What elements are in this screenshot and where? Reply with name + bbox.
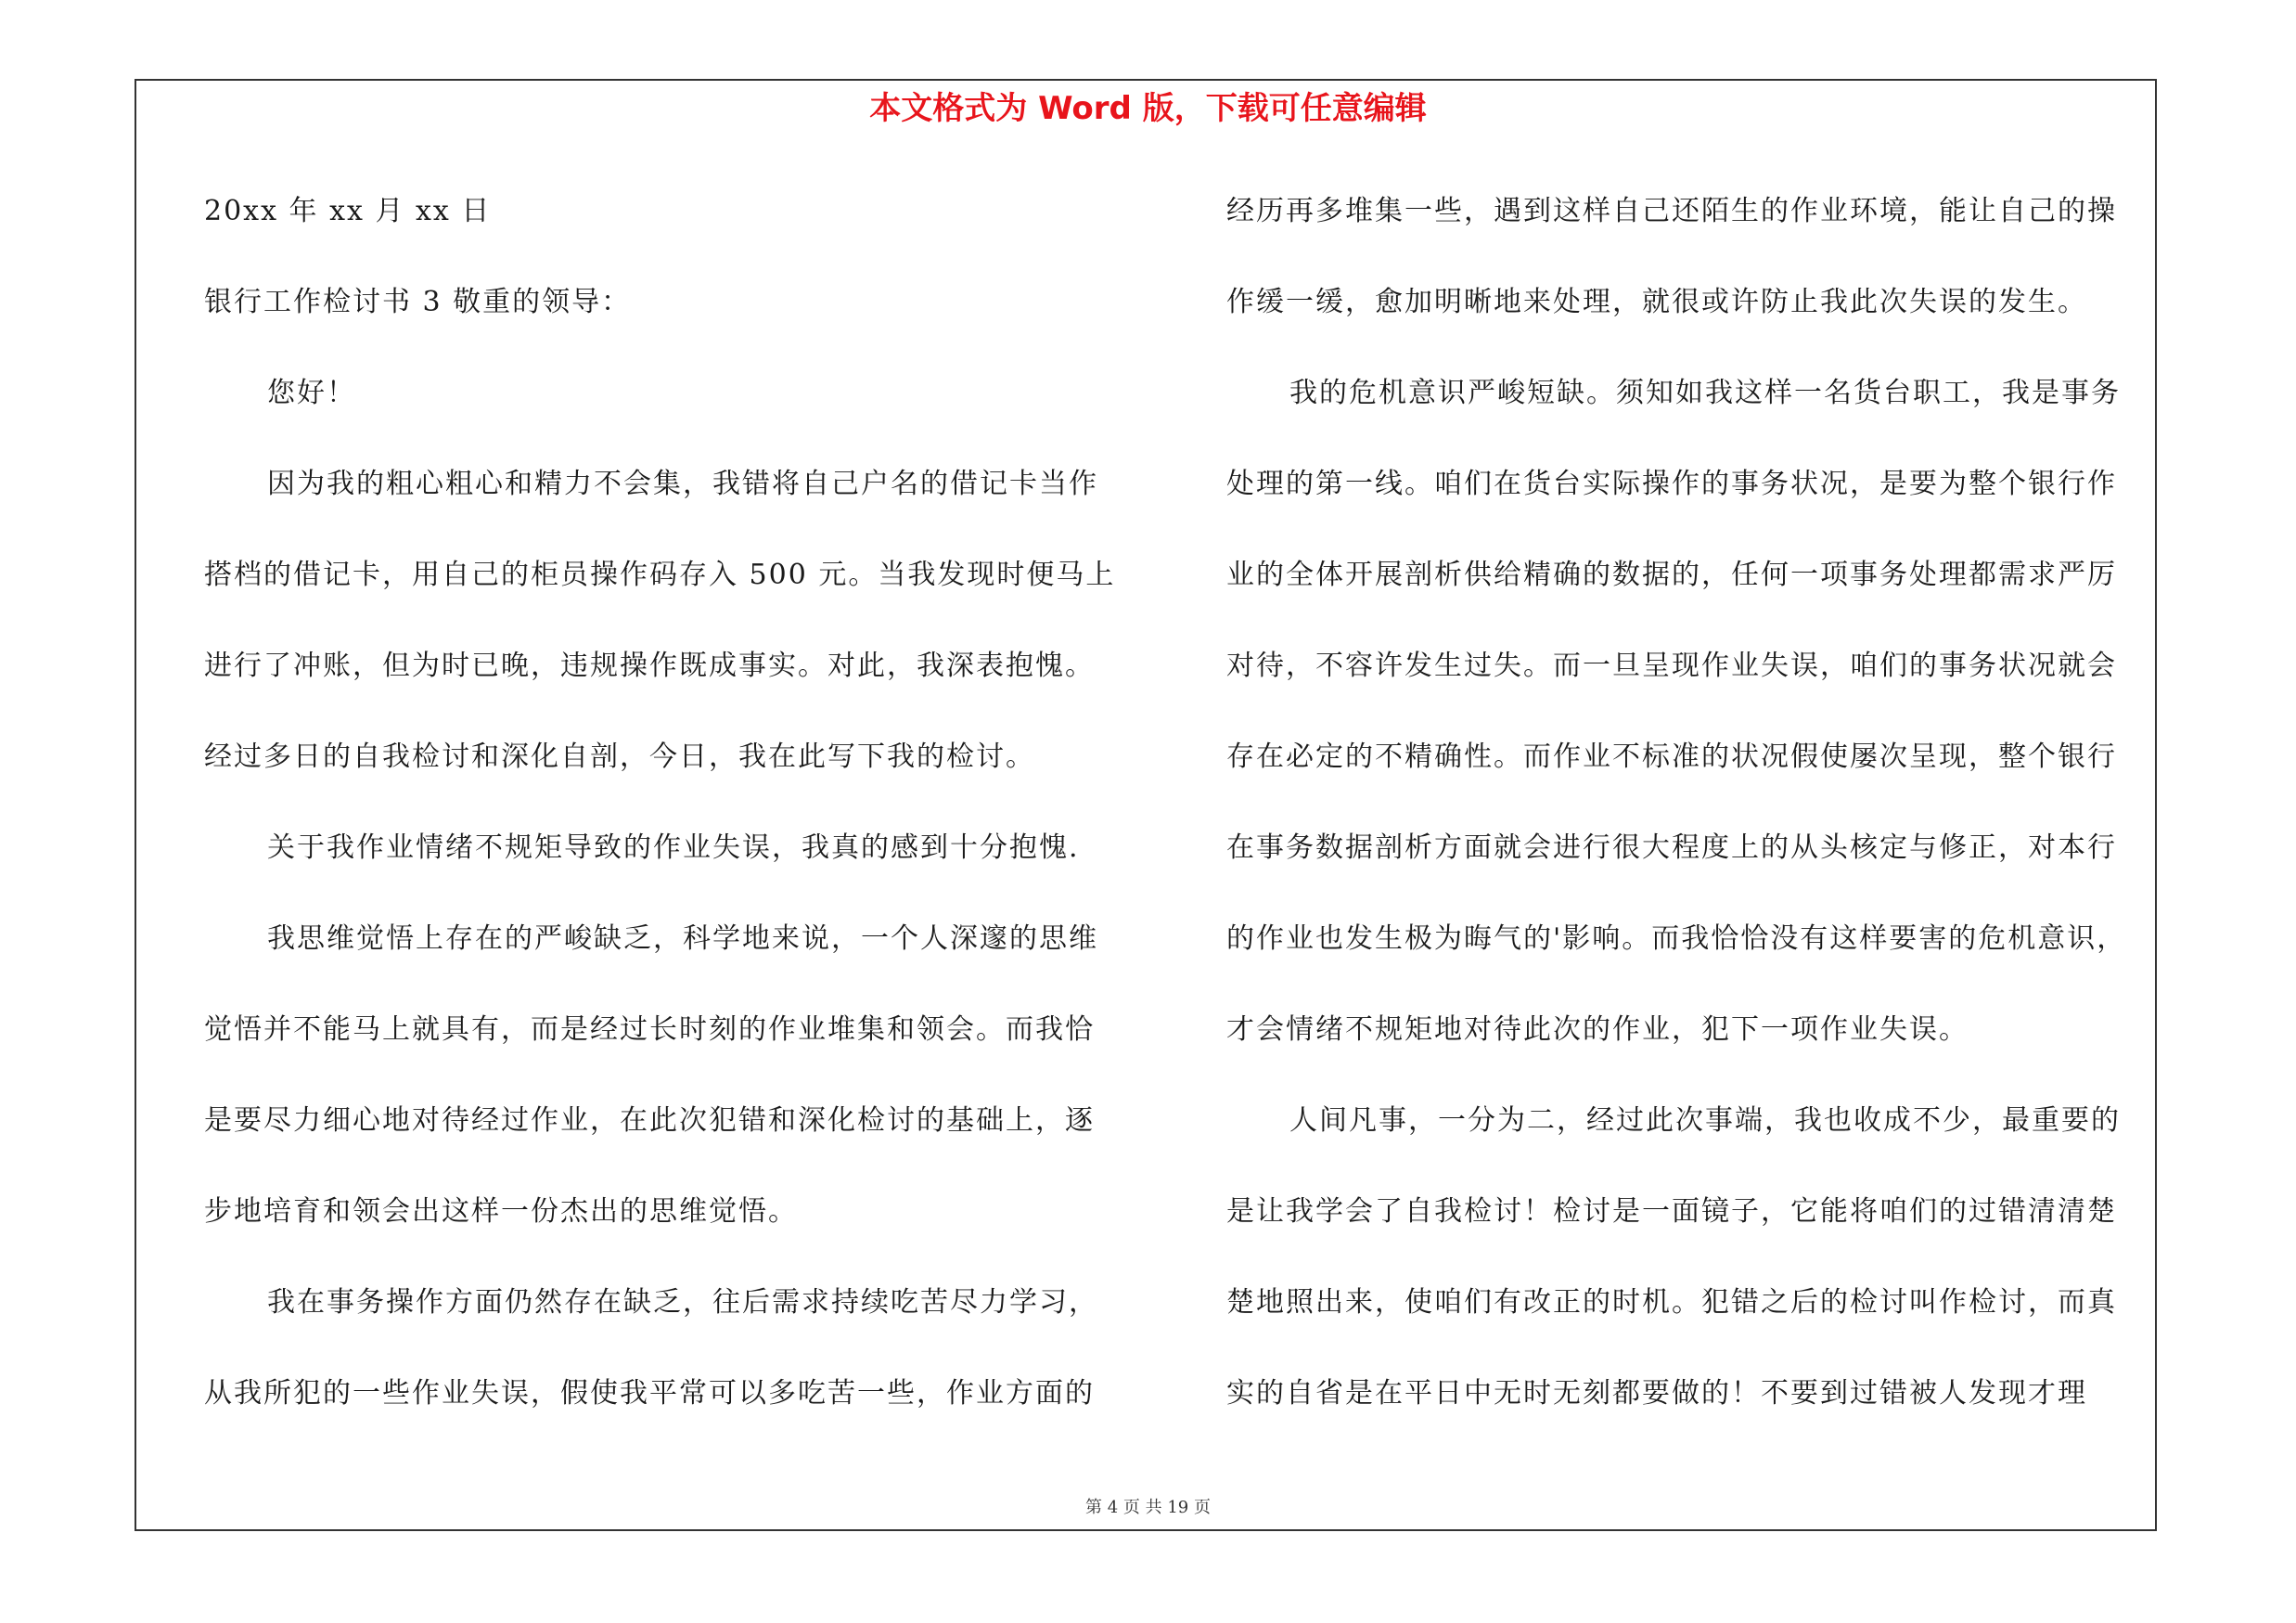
text-line: 我思维觉悟上存在的严峻缺乏，科学地来说，一个人深邃的思维 xyxy=(267,922,1098,955)
right-text-column xyxy=(1226,184,2173,1457)
text-line: 经历再多堆集一些，遇到这样自己还陌生的作业环境，能让自己的操 xyxy=(1226,195,2117,227)
text-line: 20xx 年 xx 月 xx 日 xyxy=(204,195,492,227)
text-line: 业的全体开展剖析供给精确的数据的，任何一项事务处理都需求严厉 xyxy=(1226,559,2117,591)
text-line: 我的危机意识严峻短缺。须知如我这样一名货台职工，我是事务 xyxy=(1289,377,2121,409)
text-line: 进行了冲账，但为时已晚，违规操作既成事实。对此，我深表抱愧。 xyxy=(204,650,1095,682)
text-line: 关于我作业情绪不规矩导致的作业失误，我真的感到十分抱愧. xyxy=(267,831,1080,864)
text-line: 步地培育和领会出这样一份杰出的思维觉悟。 xyxy=(204,1195,798,1228)
text-line: 银行工作检讨书 3 敬重的领导： xyxy=(204,286,632,318)
word-format-banner: 本文格式为 Word 版，下载可任意编辑 xyxy=(869,90,1427,127)
text-line: 搭档的借记卡，用自己的柜员操作码存入 500 元。当我发现时便马上 xyxy=(204,559,1116,591)
text-line: 处理的第一线。咱们在货台实际操作的事务状况，是要为整个银行作 xyxy=(1226,468,2117,500)
text-line: 才会情绪不规矩地对待此次的作业，犯下一项作业失误。 xyxy=(1226,1013,1969,1046)
text-line: 对待，不容许发生过失。而一旦呈现作业失误，咱们的事务状况就会 xyxy=(1226,650,2117,682)
text-line: 的作业也发生极为晦气的'影响。而我恰恰没有这样要害的危机意识， xyxy=(1226,922,2127,955)
text-line: 楚地照出来，使咱们有改正的时机。犯错之后的检讨叫作检讨，而真 xyxy=(1226,1286,2117,1319)
text-line: 觉悟并不能马上就具有，而是经过长时刻的作业堆集和领会。而我恰 xyxy=(204,1013,1095,1046)
text-line: 是要尽力细心地对待经过作业，在此次犯错和深化检讨的基础上，逐 xyxy=(204,1104,1095,1137)
text-line: 是让我学会了自我检讨！检讨是一面镜子，它能将咱们的过错清清楚 xyxy=(1226,1195,2117,1228)
text-line: 我在事务操作方面仍然存在缺乏，往后需求持续吃苦尽力学习， xyxy=(267,1286,1098,1319)
text-line: 实的自省是在平日中无时无刻都要做的！不要到过错被人发现才理 xyxy=(1226,1377,2087,1410)
text-line: 作缓一缓，愈加明晰地来处理，就很或许防止我此次失误的发生。 xyxy=(1226,286,2087,318)
text-line: 经过多日的自我检讨和深化自剖，今日，我在此写下我的检讨。 xyxy=(204,741,1035,773)
text-line: 您好！ xyxy=(267,377,356,409)
text-line: 从我所犯的一些作业失误，假使我平常可以多吃苦一些，作业方面的 xyxy=(204,1377,1095,1410)
text-line: 在事务数据剖析方面就会进行很大程度上的从头核定与修正，对本行 xyxy=(1226,831,2117,864)
text-line: 因为我的粗心粗心和精力不会集，我错将自己户名的借记卡当作 xyxy=(267,468,1098,500)
text-line: 人间凡事，一分为二，经过此次事端，我也收成不少，最重要的 xyxy=(1289,1104,2121,1137)
page-number-footer: 第 4 页 共 19 页 xyxy=(1085,1498,1211,1517)
left-text-column xyxy=(204,184,1150,1457)
text-line: 存在必定的不精确性。而作业不标准的状况假使屡次呈现，整个银行 xyxy=(1226,741,2117,773)
